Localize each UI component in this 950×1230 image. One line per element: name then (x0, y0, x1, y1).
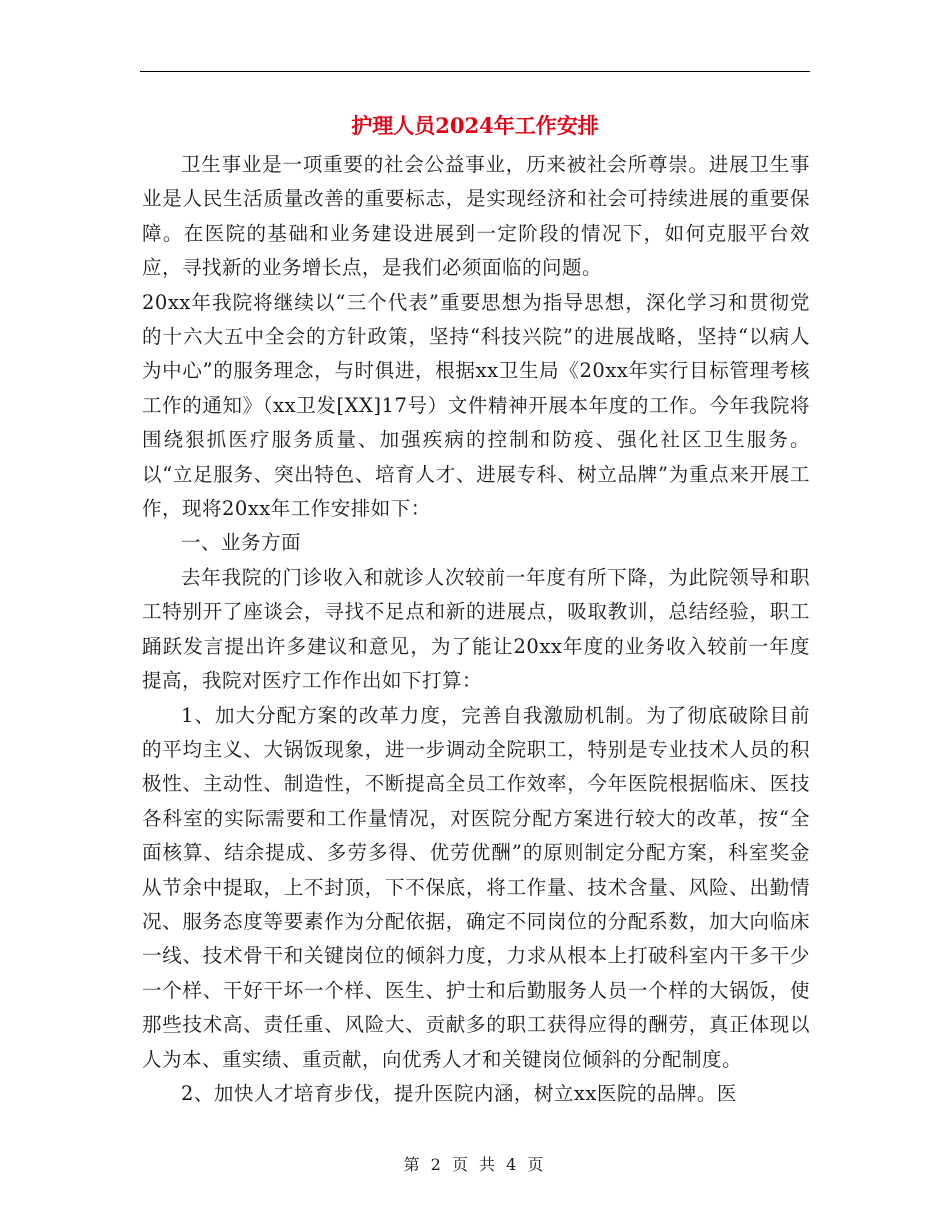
document-title: 护理人员2024年工作安排 (351, 113, 599, 138)
paragraph-item-1: 1、加大分配方案的改革力度，完善自我激励机制。为了彻底破除目前的平均主义、大锅饭现象，进一步调动全院职工，特别是专业技术人员的积极性、主动性、制造性，不断提高全员工作效率，今年医院根据临床、医技各科室的实际需要和工作量情况，对医院分配方案进行较大的改革，按“全面核算、结余提成、多劳多得、优劳优酬”的原则制定分配方案，科室奖金从节余中提取，上不封顶，下不保底，将工作量、技术含量、风险、出勤情况、服务态度等要素作为分配依据，确定不同岗位的分配系数，加大向临床一线、技术骨干和关键岗位的倾斜力度，力求从根本上打破科室内干多干少一个样、干好干坏一个样、医生、护士和后勤服务人员一个样的大锅饭，使那些技术高、责任重、风险大、贡献多的职工获得应得的酬劳，真正体现以人为本、重实绩、重贡献，向优秀人才和关键岗位倾斜的分配制度。 (142, 703, 810, 1071)
paragraph-annual-plan: 20xx年我院将继续以“三个代表”重要思想为指导思想，深化学习和贯彻党的十六大五中全会的方针政策，坚持“科技兴院”的进展战略，坚持“以病人为中心”的服务理念，与时俱进，根据xx卫生局《20xx年实行目标管理考核工作的通知》（xx卫发[XX]17号）文件精神开展本年度的工作。今年我院将围绕狠抓医疗服务质量、加强疾病的控制和防疫、强化社区卫生服务。以“立足服务、突出特色、培育人才、进展专科、树立品牌”为重点来开展工作，现将20xx年工作安排如下： (142, 290, 810, 521)
section-heading-business: 一、业务方面 (181, 531, 302, 555)
document-body (142, 148, 810, 1111)
header-rule (140, 71, 810, 72)
paragraph-business-review: 去年我院的门诊收入和就诊人次较前一年度有所下降，为此院领导和职工特别开了座谈会，寻找不足点和新的进展点，吸取教训，总结经验，职工踊跃发言提出许多建议和意见，为了能让20xx年度的业务收入较前一年度提高，我院对医疗工作作出如下打算： (142, 565, 810, 693)
paragraph-intro: 卫生事业是一项重要的社会公益事业，历来被社会所尊崇。进展卫生事业是人民生活质量改善的重要标志，是实现经济和社会可持续进展的重要保障。在医院的基础和业务建设进展到一定阶段的情况下，如何克服平台效应，寻找新的业务增长点，是我们必须面临的问题。 (142, 153, 810, 280)
page-number: 第 2 页 共 4 页 (403, 1155, 547, 1174)
paragraph-item-2: 2、加快人才培育步伐，提升医院内涵，树立xx医院的品牌。医 (181, 1081, 737, 1105)
